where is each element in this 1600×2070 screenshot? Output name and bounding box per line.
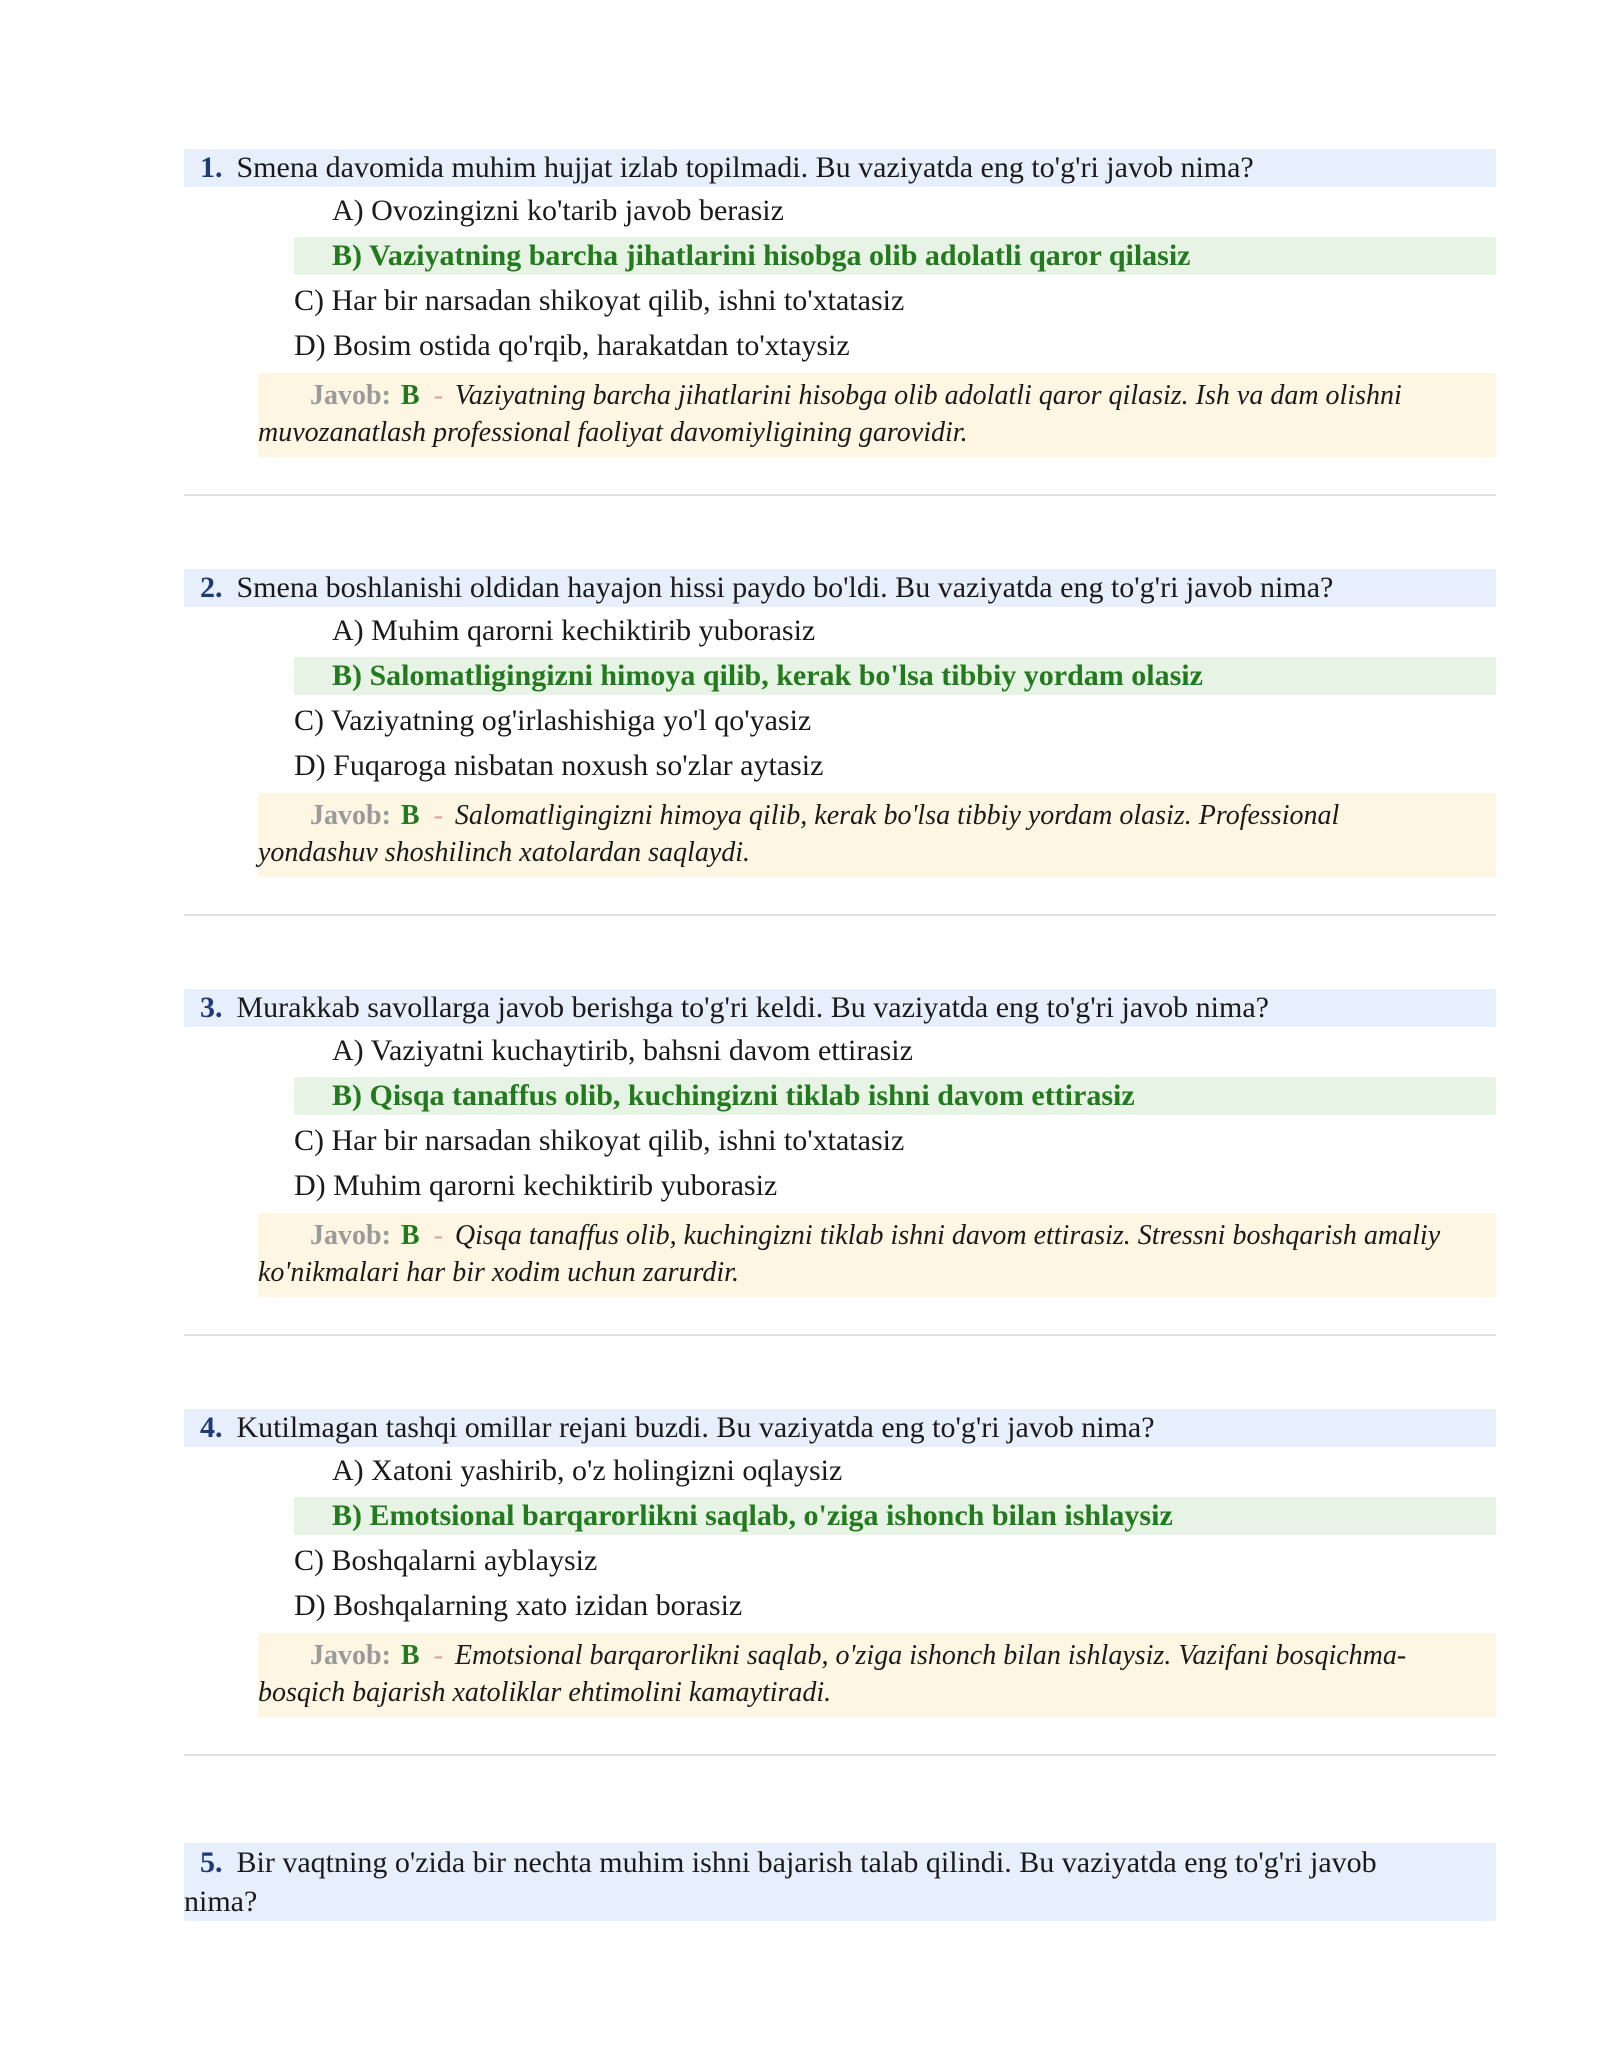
answer-explanation-line1: Salomatligingizni himoya qilib, kerak bo'lsa tibbiy yordam olasiz. Professional xyxy=(454,800,1340,831)
question-text-line1: Bir vaqtning o'zida bir nechta muhim ishni bajarish talab qilindi. Bu vaziyatda eng to'g'ri javob xyxy=(236,1846,1377,1879)
answer-explanation-line1: Qisqa tanaffus olib, kuchingizni tiklab ishni davom ettirasiz. Stressni boshqarish amaliy xyxy=(454,1220,1441,1251)
answer-explanation-line2: yondashuv shoshilinch xatolardan saqlaydi. xyxy=(258,837,751,868)
question-number: 1. xyxy=(200,151,223,184)
answer-explanation-line2: muvozanatlash professional faoliyat davomiyligining garovidir. xyxy=(258,417,968,448)
answer-letter: B xyxy=(400,1640,420,1671)
answer-dash: - xyxy=(433,800,443,831)
option-d: D) Boshqalarning xato izidan borasiz xyxy=(294,1589,743,1622)
question-number: 4. xyxy=(200,1411,223,1444)
option-d: D) Bosim ostida qo'rqib, harakatdan to'xtaysiz xyxy=(294,329,850,362)
question-number: 5. xyxy=(200,1846,223,1879)
question-line xyxy=(184,569,1496,607)
answer-explanation-line1: Emotsional barqarorlikni saqlab, o'ziga ishonch bilan ishlaysiz. Vazifani bosqichma- xyxy=(454,1640,1407,1671)
option-c: C) Har bir narsadan shikoyat qilib, ishni to'xtatasiz xyxy=(294,284,905,317)
question-text: Smena boshlanishi oldidan hayajon hissi paydo bo'ldi. Bu vaziyatda eng to'g'ri javob nima? xyxy=(236,571,1334,604)
answer-explanation-line2: bosqich bajarish xatoliklar ehtimolini kamaytiradi. xyxy=(258,1677,832,1708)
question-block xyxy=(184,1409,1496,1708)
question-line xyxy=(184,1843,1496,1921)
option-c: C) Har bir narsadan shikoyat qilib, ishni to'xtatasiz xyxy=(294,1124,905,1157)
answer-label: Javob: xyxy=(310,380,391,411)
answer-box xyxy=(258,793,1496,877)
option-b-correct: B) Emotsional barqarorlikni saqlab, o'ziga ishonch bilan ishlaysiz xyxy=(294,1497,1496,1535)
answer-box xyxy=(258,1213,1496,1297)
question-text: Murakkab savollarga javob berishga to'g'ri keldi. Bu vaziyatda eng to'g'ri javob nima? xyxy=(236,991,1269,1024)
option-c: C) Vaziyatning og'irlashishiga yo'l qo'yasiz xyxy=(294,704,812,737)
answer-dash: - xyxy=(433,380,443,411)
answer-label: Javob: xyxy=(310,800,391,831)
question-text-line2: nima? xyxy=(184,1885,258,1918)
answer-dash: - xyxy=(433,1640,443,1671)
question-line xyxy=(184,149,1496,187)
answer-letter: B xyxy=(400,800,420,831)
question-line xyxy=(184,989,1496,1027)
question-number: 3. xyxy=(200,991,223,1024)
answer-explanation-line2: ko'nikmalari har bir xodim uchun zarurdir. xyxy=(258,1257,739,1288)
question-text: Kutilmagan tashqi omillar rejani buzdi. Bu vaziyatda eng to'g'ri javob nima? xyxy=(236,1411,1155,1444)
question-text: Smena davomida muhim hujjat izlab topilmadi. Bu vaziyatda eng to'g'ri javob nima? xyxy=(236,151,1254,184)
question-block xyxy=(184,569,1496,868)
answer-label: Javob: xyxy=(310,1640,391,1671)
question-block xyxy=(184,989,1496,1288)
option-a: A) Xatoni yashirib, o'z holingizni oqlaysiz xyxy=(332,1454,843,1487)
option-a: A) Vaziyatni kuchaytirib, bahsni davom ettirasiz xyxy=(332,1034,913,1067)
question-number: 2. xyxy=(200,571,223,604)
option-a: A) Ovozingizni ko'tarib javob berasiz xyxy=(332,194,784,227)
answer-box xyxy=(258,373,1496,457)
answer-dash: - xyxy=(433,1220,443,1251)
option-c: C) Boshqalarni ayblaysiz xyxy=(294,1544,598,1577)
divider xyxy=(184,1334,1496,1336)
answer-letter: B xyxy=(400,1220,420,1251)
option-a: A) Muhim qarorni kechiktirib yuborasiz xyxy=(332,614,816,647)
answer-letter: B xyxy=(400,380,420,411)
option-d: D) Muhim qarorni kechiktirib yuborasiz xyxy=(294,1169,778,1202)
answer-explanation-line1: Vaziyatning barcha jihatlarini hisobga olib adolatli qaror qilasiz. Ish va dam olishni xyxy=(454,380,1402,411)
question-line xyxy=(184,1409,1496,1447)
answer-box xyxy=(258,1633,1496,1717)
option-b-correct: B) Qisqa tanaffus olib, kuchingizni tiklab ishni davom ettirasiz xyxy=(294,1077,1496,1115)
option-b-correct: B) Vaziyatning barcha jihatlarini hisobga olib adolatli qaror qilasiz xyxy=(294,237,1496,275)
answer-label: Javob: xyxy=(310,1220,391,1251)
option-b-correct: B) Salomatligingizni himoya qilib, kerak bo'lsa tibbiy yordam olasiz xyxy=(294,657,1496,695)
divider xyxy=(184,1754,1496,1756)
divider xyxy=(184,914,1496,916)
question-block xyxy=(184,149,1496,448)
divider xyxy=(184,494,1496,496)
option-d: D) Fuqaroga nisbatan noxush so'zlar aytasiz xyxy=(294,749,824,782)
